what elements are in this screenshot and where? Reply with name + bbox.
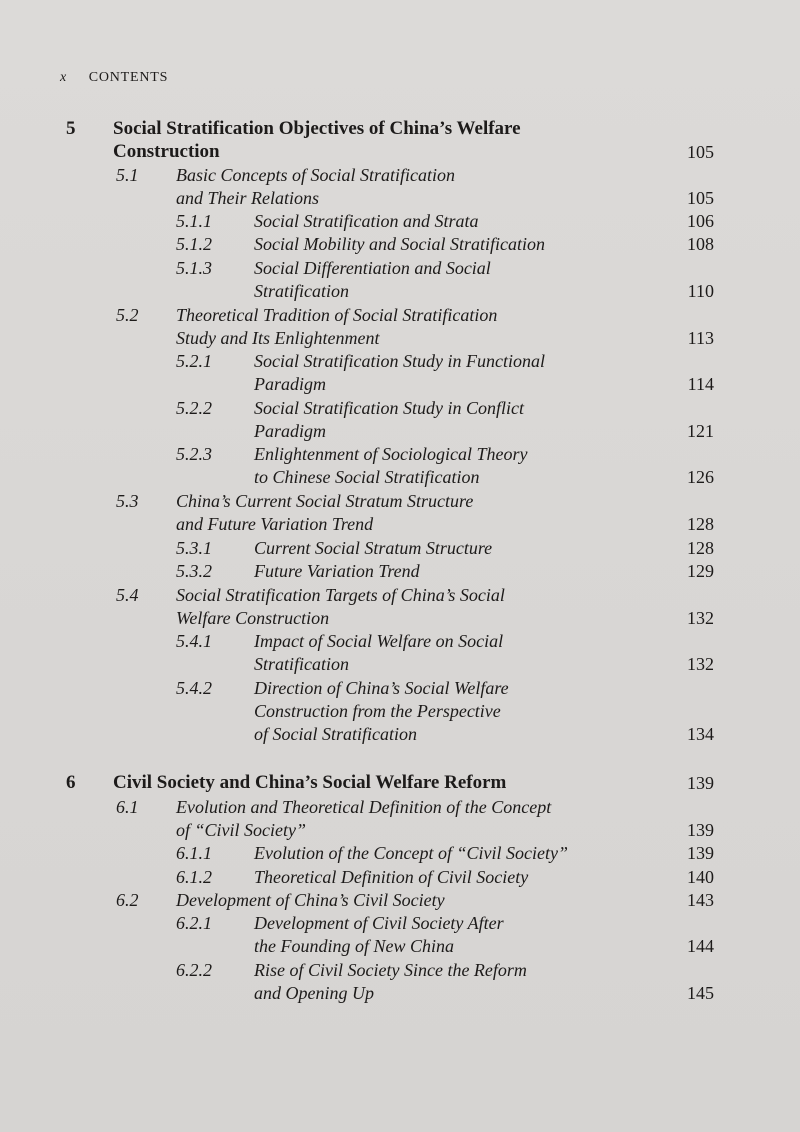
section-number: 6.2 [116, 890, 139, 910]
sub-title: Stratification [254, 654, 350, 674]
sub-title: and Opening Up [254, 983, 374, 1003]
section-title: Basic Concepts of Social Stratification [176, 165, 455, 185]
chapter-number: 5 [66, 118, 76, 139]
sub-title: to Chinese Social Stratification [254, 467, 480, 487]
section-title: Study and Its Enlightenment [176, 328, 380, 348]
sub-title: Current Social Stratum Structure [254, 538, 493, 558]
sub-number: 5.2.1 [176, 351, 212, 371]
sub-title: Future Variation Trend [254, 561, 420, 581]
chapter-title: Civil Society and China’s Social Welfare Reform [113, 772, 507, 793]
sub-number: 5.2.3 [176, 444, 212, 464]
sub-title: Social Differentiation and Social [254, 258, 491, 278]
page-number: 145 [687, 983, 714, 1003]
sub-title: Social Mobility and Social Stratification [254, 234, 545, 254]
page-number: 134 [687, 724, 714, 744]
section-title: Welfare Construction [176, 608, 330, 628]
sub-number: 5.4.2 [176, 678, 212, 698]
page-number: 108 [687, 234, 714, 254]
page-number: 105 [687, 188, 714, 208]
running-head-label: CONTENTS [88, 70, 169, 85]
sub-number: 6.2.1 [176, 913, 212, 933]
sub-title: Enlightenment of Sociological Theory [254, 444, 528, 464]
sub-title: the Founding of New China [254, 936, 454, 956]
page-number: 139 [687, 773, 714, 793]
section-title: Development of China’s Civil Society [176, 890, 445, 910]
sub-title: Evolution of the Concept of “Civil Society” [254, 843, 568, 863]
sub-title: Social Stratification and Strata [254, 211, 479, 231]
page-number: 144 [687, 936, 714, 956]
section-title: and Future Variation Trend [176, 514, 374, 534]
sub-title: Paradigm [254, 421, 326, 441]
section-number: 5.2 [116, 305, 139, 325]
section-number: 5.3 [116, 491, 139, 511]
page-number: 121 [687, 421, 714, 441]
page-number: 129 [687, 561, 714, 581]
sub-title: Rise of Civil Society Since the Reform [254, 960, 527, 980]
section-number: 5.1 [116, 165, 139, 185]
page-numeral: x [60, 70, 67, 85]
page-number: 126 [687, 467, 714, 487]
sub-title: Development of Civil Society After [254, 913, 504, 933]
sub-title: Social Stratification Study in Conflict [254, 398, 524, 418]
page-number: 132 [687, 608, 714, 628]
section-title: Evolution and Theoretical Definition of the Concept [176, 797, 552, 817]
section-title: Theoretical Tradition of Social Stratification [176, 305, 498, 325]
section-title: and Their Relations [176, 188, 319, 208]
page-number: 110 [687, 281, 714, 301]
sub-title: Construction from the Perspective [254, 701, 501, 721]
sub-number: 5.3.2 [176, 561, 212, 581]
page-number: 139 [687, 843, 714, 863]
sub-number: 5.3.1 [176, 538, 212, 558]
sub-number: 5.1.3 [176, 258, 212, 278]
sub-title: Social Stratification Study in Functional [254, 351, 545, 371]
sub-title: Impact of Social Welfare on Social [254, 631, 504, 651]
page-number: 105 [687, 142, 714, 162]
section-number: 6.1 [116, 797, 139, 817]
section-number: 5.4 [116, 585, 139, 605]
sub-title: Paradigm [254, 374, 326, 394]
section-title: Social Stratification Targets of China’s Social [176, 585, 505, 605]
page-number: 140 [687, 867, 714, 887]
section-title: of “Civil Society” [176, 820, 306, 840]
page-number: 128 [687, 514, 714, 534]
sub-number: 5.4.1 [176, 631, 212, 651]
sub-number: 5.2.2 [176, 398, 212, 418]
page-number: 128 [687, 538, 714, 558]
sub-number: 6.1.1 [176, 843, 212, 863]
sub-title: Direction of China’s Social Welfare [254, 678, 509, 698]
chapter-title: Social Stratification Objectives of China’s Welfare [113, 118, 521, 139]
page-number: 106 [687, 211, 714, 231]
page-number: 114 [687, 374, 714, 394]
sub-number: 5.1.2 [176, 234, 212, 254]
sub-number: 5.1.1 [176, 211, 212, 231]
page-number: 143 [687, 890, 714, 910]
sub-number: 6.1.2 [176, 867, 212, 887]
sub-title: Theoretical Definition of Civil Society [254, 867, 529, 887]
page-number: 113 [687, 328, 714, 348]
page-number: 139 [687, 820, 714, 840]
section-title: China’s Current Social Stratum Structure [176, 491, 474, 511]
chapter-title: Construction [113, 141, 220, 162]
running-head [60, 70, 168, 86]
chapter-number: 6 [66, 772, 76, 793]
sub-number: 6.2.2 [176, 960, 212, 980]
sub-title: Stratification [254, 281, 350, 301]
page-number: 132 [687, 654, 714, 674]
sub-title: of Social Stratification [254, 724, 417, 744]
